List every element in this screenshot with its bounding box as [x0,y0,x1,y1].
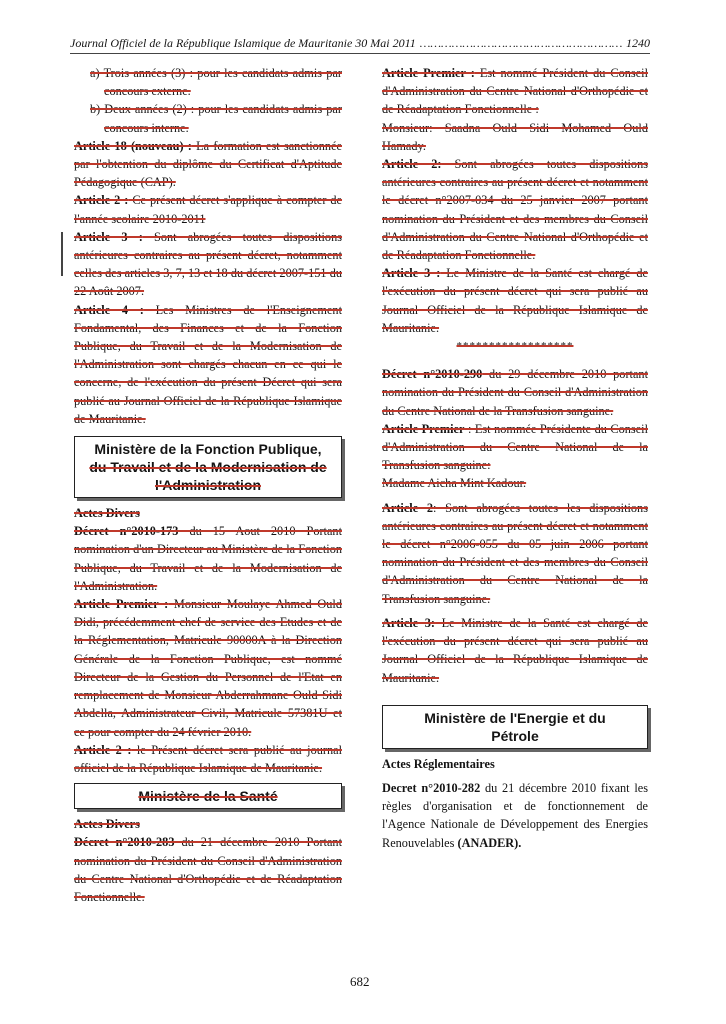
nominee-283: Monsieur: Saadna Ould Sidi Mohamed Ould Hamady. [382,120,648,153]
article-2-283-text: Sont abrogées toutes dispositions antérieures contraires au présent décret et notamment le décret n°2007-034 du 25 janvier 2007 portant nomination du Président et des membres du Conseil d'Administration du Centre National d'Orthopédie et de Réadaptation Fonctionnelle. [382,157,649,263]
decret-173-text: du 15 Aout 2010 Portant nomination d'un Directeur au Ministère de la Fonction Publique, du Travail et de la Modernisation de l'Administration. [74,524,342,593]
actes-divers-heading-2: Actes Divers [74,817,140,832]
article-premier-173-text: Monsieur Moulaye Ahmed Ould Didi, précédemment chef de service des Etudes et de la Réglementation, Matricule 90000A à la Direction Générale de la Fonction Publique, est nommé Directeur de la Gestion du Personnel de l'Etat en remplacement de Monsieur Abderrahmane Ould Sidi Abdella, Administrateur Civil, Matricule 57381U et ce pour compter du 24 février 2010. [74,597,342,739]
article-18-label: Article 18 (nouveau) : [74,138,192,153]
article-3-a [74,228,342,301]
item-a: a) Trois années (3) : pour les candidats admis par concours externe. [90,66,342,99]
article-premier-283-text: Est nommé Président du Conseil d'Administration du Centre National d'Orthopédie et de Réadaptation Fonctionnelle : [382,66,649,117]
article-premier-283-label: Article Premier : [382,66,475,80]
actes-reglementaires-heading: Actes Réglementaires [382,756,495,771]
article-3-a-label: Article 3 : [74,229,143,244]
actes-divers-heading-1: Actes Divers [74,506,140,521]
article-premier-290-text: : Est nommée Présidente du Conseil d'Administration du Centre National de la Transfusion sanguine: [382,421,648,473]
article-3-290-text: Le Ministre de la Santé est chargé de l'exécution du présent décret qui sera publié au Journal Officiel de la République Islamique de Mauritanie. [382,615,649,685]
spacer [382,355,648,365]
header-dots: ………………………………………………… [419,36,622,50]
article-premier-290 [382,420,648,475]
right-column [382,64,648,852]
section-separator: ****************** [456,340,574,353]
article-18 [74,137,342,192]
article-3-283-label: Article 3 : [382,266,441,281]
decret-282-abbr: (ANADER). [457,835,522,850]
ministry-sante-box [74,783,342,809]
ministry-fonction-publique-title: Ministère de la Fonction Publique, [94,441,322,458]
ministry-energie-box [382,705,648,749]
article-4-a [74,301,342,428]
article-2-a [74,191,342,227]
ministry-sante-title: Ministère de la Santé [138,788,278,805]
article-premier-173 [74,595,342,741]
decret-173 [74,522,342,595]
nominee-290: Madame Aicha Mint Kadour. [382,476,527,491]
decret-282 [382,779,648,852]
article-2-173-text: le Présent décret sera publié au journal officiel de la République Islamique de Mauritanie. [74,742,342,775]
ministry-energie-subtitle: Pétrole [491,727,539,744]
header-page-number: 1240 [626,36,650,50]
ministry-energie-title: Ministère de l'Energie et du [424,709,606,726]
article-4-a-label: Article 4 : [74,302,144,317]
item-b: b) Deux années (2) : pour les candidats admis par concours interne. [90,102,342,135]
page-header [70,36,650,54]
article-2-a-label: Article 2 : [74,193,129,208]
page-number: 682 [350,974,370,989]
article-3-290-label: Article 3: [382,615,436,630]
ministry-fonction-publique-subtitle: du Travail et de la Modernisation de l'Administration [89,459,327,494]
ministry-fonction-publique-box [74,436,342,498]
decret-283-text: du 21 décembre 2010 Portant nomination du Président du Conseil d'Administration du Centre National d'Orthopédie et de Réadaptation Fonctionnelle. [74,835,342,904]
decret-283 [74,833,342,906]
article-3-290 [382,614,648,687]
article-2-283 [382,155,648,264]
article-3-283 [382,264,648,337]
article-3-a-text: Sont abrogées toutes dispositions antérieures contraires au présent décret, notamment celles des articles 3, 7, 13 et 18 du décret 2007-151 du 22 Août 2007. [74,229,343,299]
margin-mark [61,232,63,276]
left-column [74,64,342,906]
decret-290 [382,365,648,420]
decret-282-label: Decret n°2010-282 [382,780,481,795]
article-2-283-label: Article 2: [382,157,442,172]
article-4-a-text: Les Ministres de l'Enseignement Fondamental, des Finances et de la Fonction Publique, du Travail et de la Modernisation de l'Administration sont chargés chacun en ce qui le concerne, de l'exécution du présent Décret qui sera publié au Journal Officiel de la République Islamique de Mauritanie. [74,302,342,426]
decret-283-label: Décret n°2010-283 [74,835,175,850]
article-2-290 [382,499,648,608]
article-2-173-label: Article 2 : [74,742,132,757]
decret-282-text: du 21 décembre 2010 fixant les règles d'organisation et de fonctionnement de l'Agence Nationale de Développement des Energies Renouvelables [382,780,648,850]
decret-290-label: Décret n°2010-290 [382,367,483,382]
article-premier-290-label: Article Premier [382,421,465,436]
article-2-290-text: : Sont abrogées toutes les dispositions antérieures contraires au présent décret et notamment le décret n°2006-055 du 05 juin 2006 portant nomination du Président et des membres du Conseil d'Administration du Centre National de la Transfusion sanguine. [382,500,648,606]
article-3-283-text: Le Ministre de la Santé est chargé de l'exécution du présent décret qui sera publié au Journal Officiel de la République Islamique de Mauritanie. [382,266,649,335]
decret-290-text: du 29 décembre 2010 portant nomination du Président du Conseil d'Administration du Centre National de la Transfusion sanguine. [382,367,648,418]
article-premier-173-label: Article Premier : [74,597,169,612]
article-2-a-text: Ce présent décret s'applique à compter de l'année scolaire 2010-2011 [74,193,343,226]
article-2-173 [74,741,342,777]
article-2-290-label: Article 2 [382,500,434,515]
decret-173-label: Décret n°2010-173 [74,524,179,539]
journal-title: Journal Officiel de la République Islamique de Mauritanie 30 Mai 2011 [70,36,416,50]
article-18-text: La formation est sanctionnée par l'obtention du diplôme du Certificat d'Aptitude Pédagogique (CAP). [74,138,342,190]
article-premier-283 [382,64,648,119]
